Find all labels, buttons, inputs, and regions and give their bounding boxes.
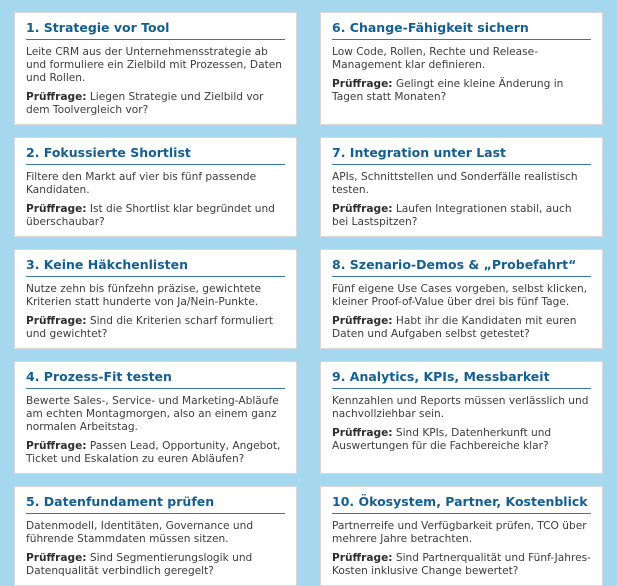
pruef-label: Prüffrage:	[26, 440, 87, 453]
card-title: 1. Strategie vor Tool	[26, 19, 285, 40]
pruef-text: Sind Segmentierungslogik und Datenqualität verbindlich geregelt?	[26, 552, 253, 578]
card-title: 6. Change-Fähigkeit sichern	[332, 19, 591, 40]
pruef-text: Sind die Kriterien scharf formuliert und gewichtet?	[26, 315, 274, 341]
pruef-label: Prüffrage:	[332, 78, 393, 91]
checklist-card-1	[14, 12, 297, 125]
card-pruef	[26, 552, 285, 578]
card-pruef	[26, 315, 285, 341]
pruef-label: Prüffrage:	[332, 427, 393, 440]
checklist-card-3	[14, 249, 297, 349]
card-body: Fünf eigene Use Cases vorgeben, selbst klicken, kleiner Proof-of-Value über drei bis fünf Tage.	[332, 283, 588, 309]
checklist-card-8	[320, 249, 603, 349]
pruef-text: Laufen Integrationen stabil, auch bei Lastspitzen?	[332, 203, 572, 229]
pruef-label: Prüffrage:	[26, 315, 87, 328]
card-title: 8. Szenario-Demos & „Probefahrt“	[332, 256, 591, 277]
card-pruef	[26, 440, 285, 466]
card-pruef	[332, 552, 591, 578]
card-title: 4. Prozess-Fit testen	[26, 368, 285, 389]
card-body: Bewerte Sales-, Service- und Marketing-Abläufe am echten Montagmorgen, also an einem ganz normalen Arbeitstag.	[26, 395, 279, 434]
pruef-label: Prüffrage:	[332, 315, 393, 328]
pruef-label: Prüffrage:	[26, 552, 87, 565]
card-title: 10. Ökosystem, Partner, Kostenblick	[332, 493, 591, 514]
checklist-card-5	[14, 486, 297, 586]
checklist-card-10	[320, 486, 603, 586]
checklist-card-7	[320, 137, 603, 237]
pruef-text: Habt ihr die Kandidaten mit euren Daten und Aufgaben selbst getestet?	[332, 315, 577, 341]
card-pruef	[26, 91, 285, 117]
card-title: 5. Datenfundament prüfen	[26, 493, 285, 514]
pruef-label: Prüffrage:	[332, 552, 393, 565]
card-body: Datenmodell, Identitäten, Governance und führende Stammdaten müssen sitzen.	[26, 520, 254, 546]
card-pruef	[332, 427, 591, 453]
card-title: 9. Analytics, KPIs, Messbarkeit	[332, 368, 591, 389]
pruef-text: Gelingt eine kleine Änderung in Tagen statt Monaten?	[332, 78, 564, 104]
pruef-text: Sind Partnerqualität und Fünf-Jahres-Kosten inklusive Change bewertet?	[332, 552, 591, 578]
checklist-card-9	[320, 361, 603, 474]
pruef-label: Prüffrage:	[26, 203, 87, 216]
card-body: Filtere den Markt auf vier bis fünf passende Kandidaten.	[26, 171, 257, 197]
card-body: Kennzahlen und Reports müssen verlässlich und nachvollziehbar sein.	[332, 395, 589, 421]
card-body: APIs, Schnittstellen und Sonderfälle realistisch testen.	[332, 171, 578, 197]
card-title: 2. Fokussierte Shortlist	[26, 144, 285, 165]
pruef-text: Ist die Shortlist klar begründet und überschaubar?	[26, 203, 275, 229]
checklist-card-4	[14, 361, 297, 474]
pruef-label: Prüffrage:	[332, 203, 393, 216]
checklist-card-2	[14, 137, 297, 237]
checklist-card-6	[320, 12, 603, 125]
card-title: 3. Keine Häkchenlisten	[26, 256, 285, 277]
card-body: Nutze zehn bis fünfzehn präzise, gewichtete Kriterien statt hunderte von Ja/Nein-Punkte.	[26, 283, 262, 309]
card-pruef	[26, 203, 285, 229]
pruef-text: Sind KPIs, Datenherkunft und Auswertungen für die Fachbereiche klar?	[332, 427, 552, 453]
card-pruef	[332, 203, 591, 229]
card-body: Partnerreife und Verfügbarkeit prüfen, TCO über mehrere Jahre betrachten.	[332, 520, 587, 546]
pruef-text: Passen Lead, Opportunity, Angebot, Ticket und Eskalation zu euren Abläufen?	[26, 440, 281, 466]
card-body: Leite CRM aus der Unternehmensstrategie ab und formuliere ein Zielbild mit Prozessen, Daten und Rollen.	[26, 46, 282, 85]
card-pruef	[332, 78, 591, 104]
pruef-text: Liegen Strategie und Zielbild vor dem Toolvergleich vor?	[26, 91, 264, 117]
card-body: Low Code, Rollen, Rechte und Release-Management klar definieren.	[332, 46, 539, 72]
pruef-label: Prüffrage:	[26, 91, 87, 104]
card-title: 7. Integration unter Last	[332, 144, 591, 165]
card-pruef	[332, 315, 591, 341]
